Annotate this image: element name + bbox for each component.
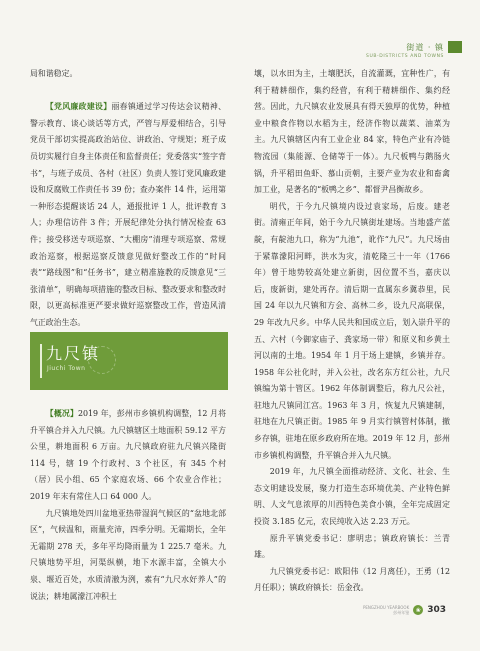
section-title: 街道 · 镇 [406, 43, 444, 52]
section-subtitle: SUB-DISTRICTS AND TOWNS [366, 54, 444, 59]
publication-name-cn: 彭州年鉴 [393, 610, 410, 615]
banner-decoration [88, 346, 116, 374]
paragraph-body: 2019 年，彭州市乡镇机构调整，12 月将升平镇合并入九尺镇。九尺镇辖区土地面积 59.12 平方公里，耕地面积 6 万亩。九尺镇政府驻九尺镇兴隆街 114 号，辖 19 个行政村、3 个社区，有 345 个村（居）民小组、65 个家庭农场、66 个农业合作社；2019 年末有常住人口 64 000 人。 [30, 409, 226, 501]
town-name: 九尺镇 [46, 344, 101, 363]
paragraph-history: 明代，于今九尺镇境内设过袁家场，后废。建老街。清雍正年间，始于今九尺镇街址建场。当地盛产蓝靛，有靛池九口，称为“九池”，讹作“九尺”。九尺场由于紧靠濛阳河畔，洪水为灾，清乾隆三十一年（1766 年）曾于地势较高处建立新街，因位置不当，嘉庆以后，废新街，建处再存。清后期一直属东乡冀恭里，民国 24 年以九尺镇和方会、高林二乡，设九尺高联保，29 年改九尺乡。中华人民共和国成立后，划入崇升平的五、六村（今御家庙子、龚家场一带）和原义和乡黄土河以南的土地。1954 年 1 月于场上建镇，乡镇并存。1958 年公社化时，并入公社，改名东方红公社，九尺镇编为第十管区。1962 年体制调整后，称九尺公社，驻地九尺镇同江宫。1963 年 3 月，恢复九尺镇建制，驻地在九尺镇正街。1985 年 9 月实行镇管村体制，撤乡存镇，驻地在原乡政府所在地。2019 年 12 月，彭州市乡镇机构调整，升平镇合并入九尺镇。 [254, 201, 450, 460]
paragraph-party-conduct [30, 99, 226, 331]
paragraph-body: 丽春镇通过学习传达会议精神、警示教育、谈心谈话等方式，严管与厚爱相结合，引导党员干部切实提高政治站位、讲政治、守规矩；班子成员切实履行自身主体责任和监督责任；党委落实“签字背书”，与班子成员、各村（社区）负责人签订党风廉政建设和反腐败工作责任书 39 份；查办案件 14 件，运用第一种形态提醒谈话 24 人，通报批评 1 人，批评教育 3 人；办理信访件 3 件；开展纪律处分执行情况检查 63 件；接受移送专项巡察、“大棚房”清理专项巡察、常规政治巡察，根据巡察反馈意见做好整改工作的“时间表”“路线图”和“任务书”，建立精准施教的反馈意见“三张清单”，明确每项措施的整改目标、整改要求和整改时限，以更高标准更严要求做好巡察整改工作，营造风清气正政治生态。 [30, 102, 226, 327]
left-column-bottom [30, 406, 226, 605]
header-color-bar [448, 41, 462, 53]
publication-name-en: PENGZHOU YEARBOOK [362, 605, 410, 610]
paragraph-current-leaders: 九尺镇党委书记：欧阳伟（12 月离任），王勇（12 月任职）；镇政府镇长：岳金孜。 [254, 566, 450, 593]
town-name-english: Jiuchi Town [47, 365, 86, 372]
paragraph-agriculture: 壤，以水田为主，土壤肥沃，自流灌溉，宜种性广，有利于精耕细作，集约经营，有利于精耕细作、集约经营。因此，九尺镇农业发展具有得天独厚的优势，种植业中粮食作物以水稻为主，经济作物以蔬菜、油菜为主。九尺镇辖区内有工业企业 84 家，特色产业有冷链物流园（集能源、仓储等于一体）。九尺板鸭与鹅肠火锅，升平稻田鱼虾、慕山贡朝，主要产业为农业和畜禽加工业，是著名的“板鸭之乡”、都督尹昌衡故乡。 [254, 69, 450, 195]
paragraph-tag: 【党风廉政建设】 [45, 102, 112, 112]
banner-accent-line [40, 344, 42, 378]
paragraph-tag: 【概况】 [45, 409, 78, 418]
section-heading [366, 42, 444, 59]
intro-line: 局和谐稳定。 [30, 69, 78, 78]
page-number: 303 [427, 605, 446, 615]
paragraph-overview [30, 406, 226, 506]
footer-leaf-icon: ❀ [413, 605, 423, 615]
paragraph-former-leaders: 原升平镇党委书记：廖明忠；镇政府镇长：兰青雄。 [254, 533, 450, 560]
page-footer [363, 605, 446, 615]
page-header [0, 0, 480, 66]
paragraph-development: 2019 年，九尺镇全面推动经济、文化、社会、生态文明建设发展，聚力打造生态环境优美、产业特色鲜明、人文气息浓厚的川西特色美食小镇，全年完成固定投资 3.185 亿元，农民纯收入达 2.23 万元。 [254, 467, 450, 527]
left-column-top [30, 66, 226, 332]
paragraph-climate: 九尺镇地处四川盆地亚热带湿润气候区的“盆地北部区”，气候温和，雨量充沛，四季分明。无霜期长，全年无霜期 278 天，多年平均降雨量为 1 225.7 毫米。九尺镇地势平坦，河渠纵横，地下水源丰富，全镇大小泉、堰近百处，水质清澈为洌，素有“九尺水好养人”的说法；耕地属濛江冲积土 [30, 508, 226, 601]
publication-name [363, 605, 409, 615]
right-column [254, 66, 450, 597]
town-banner [30, 332, 228, 390]
